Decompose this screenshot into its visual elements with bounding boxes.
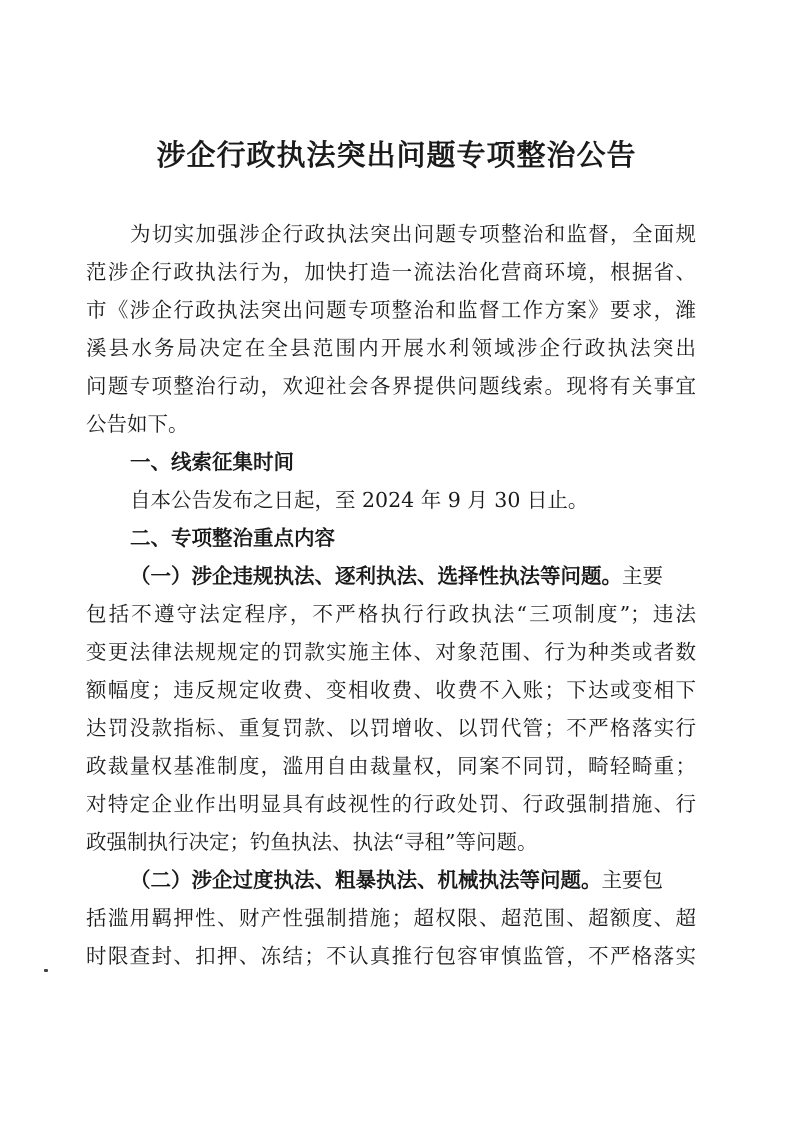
item2-line: 括滥用羁押性、财产性强制措施；超权限、超范围、超额度、超 <box>86 906 696 930</box>
section2-heading: 二、专项整治重点内容 <box>130 526 335 550</box>
item1-line: 包括不遵守法定程序，不严格执行行政执法“三项制度”；违法 <box>86 602 696 626</box>
section1-body: 自本公告发布之日起，至 2024 年 9 月 30 日止。 <box>130 488 589 512</box>
item1-line: 达罚没款指标、重复罚款、以罚增收、以罚代管；不严格落实行 <box>86 716 696 740</box>
item1-lead: （一）涉企违规执法、逐利执法、选择性执法等问题。 <box>130 564 622 588</box>
item1-lead-line <box>86 562 696 590</box>
item1-line: 额幅度；违反规定收费、变相收费、收费不入账；下达或变相下 <box>86 678 696 702</box>
intro-line: 溪县水务局决定在全县范围内开展水利领域涉企行政执法突出 <box>86 336 696 360</box>
intro-line: 问题专项整治行动，欢迎社会各界提供问题线索。现将有关事宜 <box>86 374 696 398</box>
intro-line: 范涉企行政执法行为，加快打造一流法治化营商环境，根据省、 <box>86 260 696 284</box>
document-title: 涉企行政执法突出问题专项整治公告 <box>156 138 637 172</box>
item1-line: 政裁量权基准制度，滥用自由裁量权，同案不同罚，畸轻畸重； <box>86 754 696 778</box>
item1-line: 政强制执行决定；钓鱼执法、执法“寻租”等问题。 <box>86 830 538 854</box>
item2-lead: （二）涉企过度执法、粗暴执法、机械执法等问题。 <box>130 868 602 892</box>
item1-line: 变更法律法规规定的罚款实施主体、对象范围、行为种类或者数 <box>86 640 696 664</box>
intro-line: 公告如下。 <box>86 412 189 436</box>
item2-line: 时限查封、扣押、冻结；不认真推行包容审慎监管，不严格落实 <box>86 944 696 968</box>
item2-lead-line <box>86 866 696 894</box>
item1-lead-tail: 主要 <box>622 564 663 588</box>
item2-lead-tail: 主要包 <box>601 868 663 892</box>
scan-speck <box>44 969 48 972</box>
item1-line: 对特定企业作出明显具有歧视性的行政处罚、行政强制措施、行 <box>86 792 696 816</box>
section1-heading: 一、线索征集时间 <box>130 450 294 474</box>
intro-line: 市《涉企行政执法突出问题专项整治和监督工作方案》要求，潍 <box>86 298 696 322</box>
intro-line: 为切实加强涉企行政执法突出问题专项整治和监督，全面规 <box>130 222 696 246</box>
